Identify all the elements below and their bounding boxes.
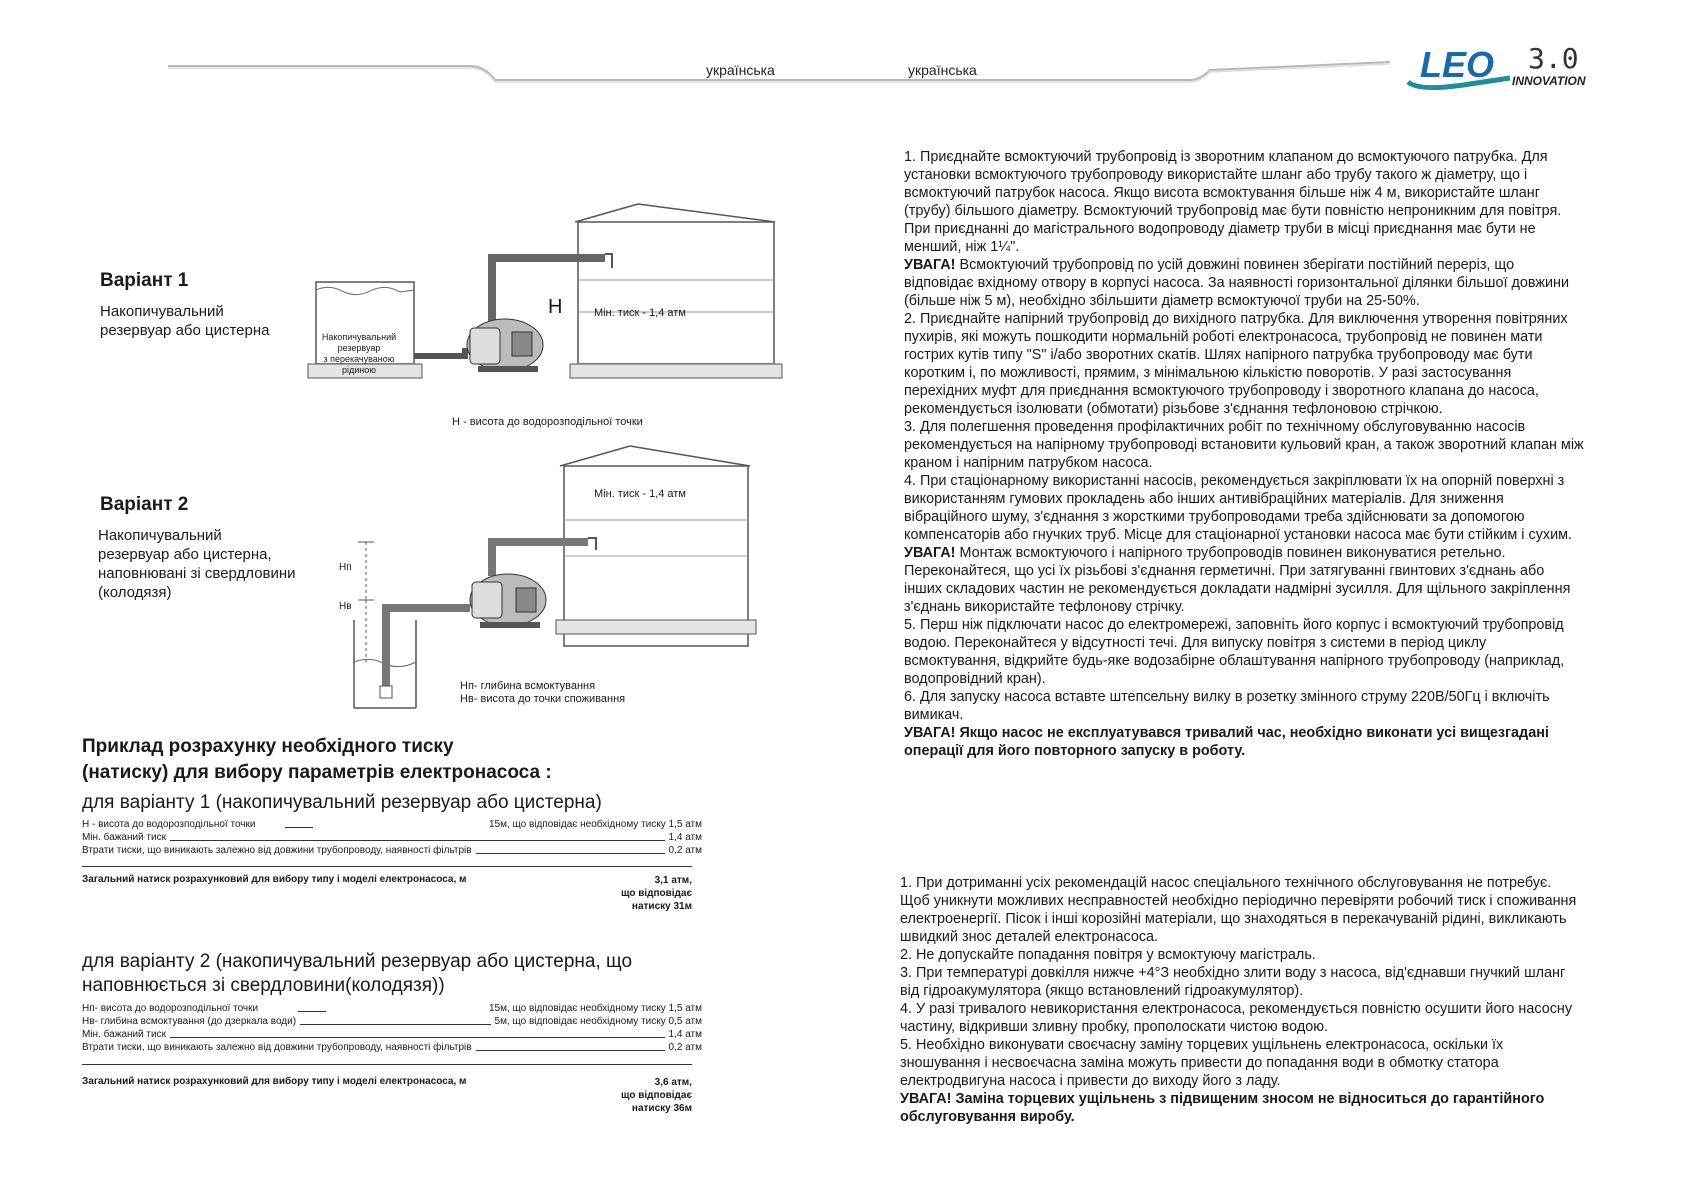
variant2-desc-line: (колодязя) bbox=[98, 584, 172, 601]
tank-label-line: Накопичувальний bbox=[321, 332, 397, 342]
header-lang-right: українська bbox=[908, 62, 977, 78]
warning-label: УВАГА! bbox=[904, 257, 956, 273]
install-p3: 2. Приєднайте напірний трубопровід до вихідного патрубка. Для виключення утворення повітряних пухирів, які можуть пошкодити нормальній роботі електронасоса, трубопровід не повинен мати гострих кутів типу "S" і/або зворотних скатів. Шлях напірного патрубка трубопроводу має бути коротким і, по можливості, прямим, з мінімальною кількістю поворотів. У разі застосування перехідних муфт для приєднання всмоктуючого трубопроводу і зворотного клапана до насоса, рекомендується ізолювати (обмотати) різьбове з'єднання тефлоновою стрічкою. bbox=[904, 311, 1568, 417]
install-p2: При приєднанні до магістрального водопроводу діаметр труби в місці приєднання має бути не менший, ніж 1¼". bbox=[904, 221, 1536, 255]
calc-row-leader bbox=[170, 1037, 665, 1038]
total-value-line: 3,6 атм, bbox=[654, 1077, 692, 1088]
total-value-line: що відповідає bbox=[621, 1090, 692, 1101]
total-value-line: 3,1 атм, bbox=[654, 875, 692, 886]
calc-v2-title bbox=[82, 950, 632, 998]
install-warning-3: УВАГА! Якщо насос не експлуатувався тривалий час, необхідно виконати усі вищезгадані операції для його повторного запуску в роботу. bbox=[904, 725, 1549, 759]
calc-v2-title-line: наповнюється зі свердловини(колодязя)) bbox=[82, 975, 445, 996]
maint-p3: 3. При температурі довкілля нижче +4°З необхідно злити воду з насоса, від'єднавши гнучкий шланг від гідроакумулятора (якщо встановлений гідроакумулятор). bbox=[900, 965, 1566, 999]
logo-version: 3.0 bbox=[1528, 42, 1579, 75]
calc-title bbox=[82, 734, 552, 786]
calc-row-value: 15м, що відповідає необхідному тиску 1,5 атм bbox=[488, 819, 702, 830]
calc-v1-divider bbox=[82, 866, 692, 867]
calc-row-value: 1,4 атм bbox=[668, 1029, 702, 1040]
install-warning-1 bbox=[904, 256, 1584, 310]
tank-label-line: рідиною bbox=[341, 365, 376, 375]
maint-p1: 1. При дотриманні усіх рекомендацій насос спеціального технічного обслуговування не потребує. Щоб уникнути можливих несправностей необхідно періодично перевіряти робочий тиск і споживання електроенергії. Пісок і інші корозійні матеріали, що знаходяться в перекачуваній рідині, викликають швидкий знос деталей електронасоса. bbox=[900, 875, 1577, 945]
calc-row-label: Hп- висота до водорозподільної точки bbox=[82, 1003, 259, 1014]
variant1-desc bbox=[100, 302, 270, 340]
calc-v2-total-label: Загальний натиск розрахунковий для вибору типу і моделі електронасоса, м bbox=[82, 1076, 467, 1087]
calc-v2-divider bbox=[82, 1064, 692, 1065]
calc-v1-total-value bbox=[560, 874, 692, 913]
calc-v1-rows bbox=[82, 818, 702, 857]
calc-row-leader bbox=[300, 1024, 490, 1025]
variant2-caption-2: Hв- висота до точки споживання bbox=[460, 693, 626, 705]
install-warning-2 bbox=[904, 544, 1584, 616]
calc-row-value: 0,2 атм bbox=[668, 1042, 702, 1053]
variant2-hb-label: Hв bbox=[339, 601, 352, 612]
maintenance-instructions bbox=[900, 874, 1580, 1126]
install-instructions bbox=[904, 148, 1584, 760]
total-value-line: що відповідає bbox=[621, 888, 692, 899]
calc-row bbox=[82, 1015, 702, 1028]
calc-row-leader bbox=[298, 1011, 326, 1012]
calc-row-label: Втрати тиски, що виникають залежно від довжини трубопроводу, наявності фільтрів bbox=[82, 845, 472, 856]
calc-row-value: 1,4 атм bbox=[668, 832, 702, 843]
calc-row-label: Втрати тиски, що виникають залежно від довжини трубопроводу, наявності фільтрів bbox=[82, 1042, 472, 1053]
calc-row-leader bbox=[476, 1050, 665, 1051]
variant2-title: Варіант 2 bbox=[100, 494, 189, 515]
total-value-line: натиску 36м bbox=[631, 1103, 692, 1114]
calc-row bbox=[82, 831, 702, 844]
logo-text: LEO bbox=[1420, 44, 1495, 85]
variant1-desc-line: резервуар або цистерна bbox=[100, 322, 270, 339]
variant2-hn-label: Hп bbox=[339, 562, 352, 573]
calc-v1-title: для варіанту 1 (накопичувальний резервуар або цистерна) bbox=[82, 792, 602, 813]
variant2-pressure-label: Мін. тиск - 1,4 атм bbox=[594, 488, 686, 500]
calc-row-leader bbox=[285, 827, 313, 828]
install-p7: 6. Для запуску насоса вставте штепсельну вилку в розетку змінного струму 220В/50Гц і включіть вимикач. bbox=[904, 689, 1550, 723]
total-value-line: натиску 31м bbox=[631, 901, 692, 912]
calc-row-leader bbox=[476, 853, 665, 854]
warning-text: Монтаж всмоктуючого і напірного трубопроводів повинен виконуватися ретельно. Переконайтеся, що усі їх різьбові з'єднання герметичні. При затягуванні гвинтових з'єднань або інших складових частин не рекомендується докладати надмірні зусилля. Для щільного закріплення з'єднань використайте тефлонову стрічку. bbox=[904, 545, 1571, 615]
variant1-title: Варіант 1 bbox=[100, 270, 189, 291]
calc-v2-total-value bbox=[560, 1076, 692, 1115]
calc-row-label: Hв- глибина всмоктування (до дзеркала води) bbox=[82, 1016, 297, 1027]
maint-p5: 5. Необхідно виконувати своєчасну заміну торцевих ущільнень електронасоса, оскільки їх зношування і несвоєчасна заміна можуть привести до попадання води в обмотку статора електродвигуна насоса і привести до виходу його з ладу. bbox=[900, 1037, 1504, 1089]
calc-row-label: Мін. бажаний тиск bbox=[82, 832, 166, 843]
variant1-tank-label bbox=[318, 332, 400, 376]
variant1-desc-line: Накопичувальний bbox=[100, 303, 224, 320]
variant2-desc bbox=[98, 526, 296, 602]
warning-text: Всмоктуючий трубопровід по усій довжині повинен зберігати постійний переріз, що відповідає вхідному отвору в корпусі насоса. За наявності горизонтальної ділянки більшої довжини (більше ніж 5 м), необхідно збільшити діаметр всмоктуючої труби на 25-50%. bbox=[904, 257, 1570, 309]
warning-label: УВАГА! bbox=[904, 545, 956, 561]
variant2-caption-1: Hп- глибина всмоктування bbox=[460, 680, 596, 692]
variant2-desc-line: Накопичувальний bbox=[98, 527, 222, 544]
variant2-diagram bbox=[330, 440, 780, 710]
calc-title-line: Приклад розрахунку необхідного тиску bbox=[82, 736, 454, 757]
calc-row bbox=[82, 818, 702, 831]
logo bbox=[1400, 40, 1640, 92]
calc-row bbox=[82, 1002, 702, 1015]
install-p6: 5. Перш ніж підключати насос до електромережі, заповніть його корпус і всмоктуючий трубопровід водою. Переконайтеся у відсутності течі. Для випуску повітря з системи в період циклу всмоктування, відкрийте будь-яке водозабірне облаштування напірного трубопроводу (наприклад, водопровідний кран). bbox=[904, 617, 1565, 687]
calc-row-label: Мін. бажаний тиск bbox=[82, 1029, 166, 1040]
variant1-pressure-label: Мін. тиск - 1,4 атм bbox=[594, 307, 686, 319]
calc-row bbox=[82, 844, 702, 857]
logo-tagline: INNOVATION bbox=[1512, 74, 1586, 88]
calc-row-value: 15м, що відповідає необхідному тиску 1,5 атм bbox=[488, 1003, 702, 1014]
header-lang-left: українська bbox=[706, 62, 775, 78]
maint-warning: УВАГА! Заміна торцевих ущільнень з підвищеним зносом не відноситься до гарантійного обслуговування виробу. bbox=[900, 1091, 1545, 1125]
variant2-desc-line: резервуар або цистерна, bbox=[98, 546, 272, 563]
calc-v1-total-label: Загальний натиск розрахунковий для вибору типу і моделі електронасоса, м bbox=[82, 874, 467, 885]
variant1-caption: H - висота до водорозподільної точки bbox=[452, 416, 643, 428]
calc-row-leader bbox=[170, 840, 665, 841]
calc-v2-title-line: для варіанту 2 (накопичувальний резервуар або цистерна, що bbox=[82, 951, 633, 972]
calc-v2-rows bbox=[82, 1002, 702, 1054]
calc-row-value: 5м, що відповідає необхідному тиску 0,5 атм bbox=[494, 1016, 702, 1027]
calc-title-line: (натиску) для вибору параметрів електронасоса : bbox=[82, 762, 552, 783]
calc-row bbox=[82, 1041, 702, 1054]
calc-row-value: 0,2 атм bbox=[668, 845, 702, 856]
install-p4: 3. Для полегшення проведення профілактичних робіт по технічному обслуговуванню насосів рекомендується на напірному трубопроводі встановити кульовий кран, а також зворотний клапан між краном і напірним патрубком насоса. bbox=[904, 419, 1584, 471]
variant2-desc-line: наповнювані зі свердловини bbox=[98, 565, 296, 582]
install-p5: 4. При стаціонарному використанні насосів, рекомендується закріплювати їх на опорній поверхні з використанням гумових прокладень або інших антивібраційних матеріалів. Для зниження вібраційного шуму, з'єднання з жорсткими трубопроводами треба здійснювати за допомогою компенсаторів або гнучких труб. Місце для стаціонарної установки насоса має бути стійким і сухим. bbox=[904, 473, 1573, 543]
variant1-h-label: H bbox=[548, 296, 563, 318]
maint-p2: 2. Не допускайте попадання повітря у всмоктуючу магістраль. bbox=[900, 947, 1316, 963]
tank-label-line: з перекачуваною bbox=[323, 354, 395, 364]
install-p1: 1. Приєднайте всмоктуючий трубопровід із зворотним клапаном до всмоктуючого патрубка. Для установки всмоктуючого трубопроводу використайте шланг або трубу такого ж діаметру, що і всмоктуючий патрубок насоса. Якщо висота всмоктування більше ніж 4 м, використайте шланг (трубу) більшого діаметру. Всмоктуючий трубопровід має бути повністю непроникним для повітря. bbox=[904, 149, 1562, 219]
tank-label-line: резервуар bbox=[337, 343, 381, 353]
maint-p4: 4. У разі тривалого невикористання електронасоса, рекомендується повністю осушити його насосну частину, відкривши зливну пробку, прополоскати чистою водою. bbox=[900, 1001, 1573, 1035]
calc-row bbox=[82, 1028, 702, 1041]
calc-row-label: H - висота до водорозподільної точки bbox=[82, 819, 256, 830]
